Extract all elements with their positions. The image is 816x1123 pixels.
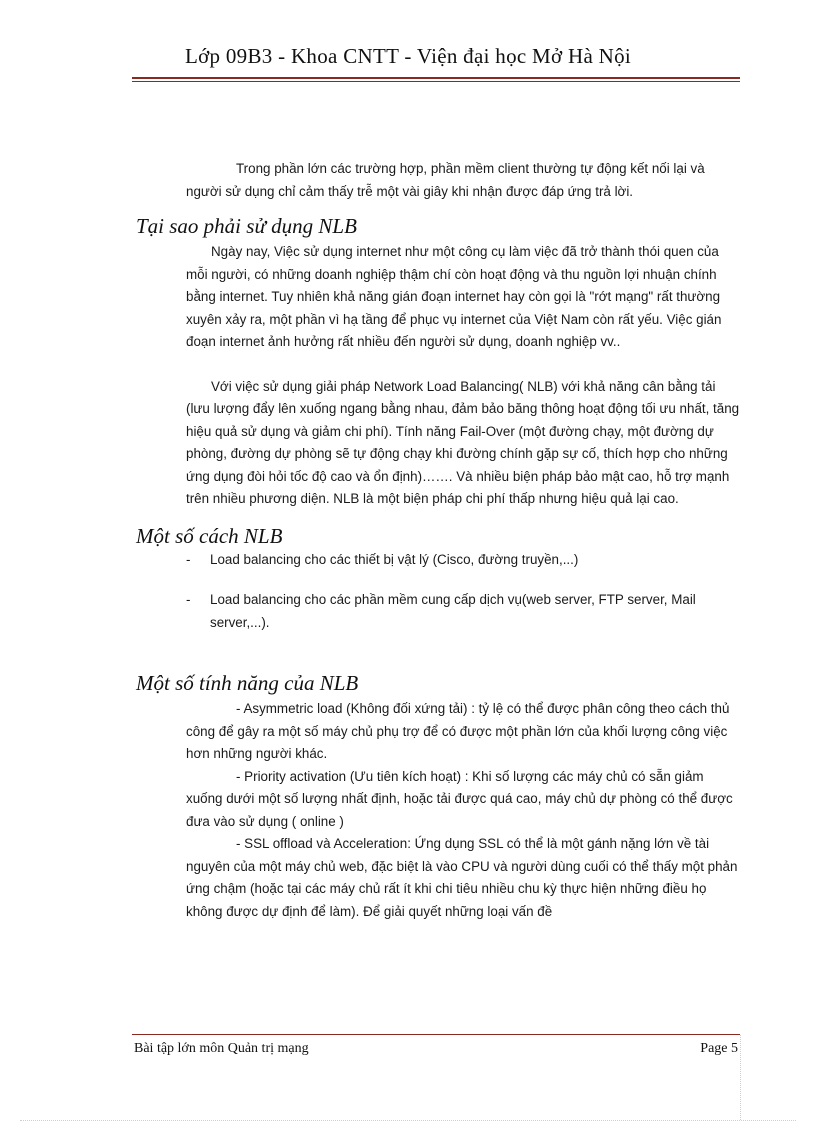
- why-nlb-paragraph-2: Với việc sử dụng giải pháp Network Load Balancing( NLB) với khả năng cân bằng tải (lưu lượng đẩy lên xuống ngang bằng nhau, đảm bảo băng thông hoạt động tối ưu nhất, tăng hiệu quả sử dụng và giảm chi phí). Tính năng Fail-Over (một đường chạy, một đường dự phòng, đường dự phòng sẽ tự động chạy khi đường chính gặp sự cố, thích hợp cho những ứng dụng đòi hỏi tốc độ cao và ổn định)……. Và nhiều biện pháp bảo mật cao, hỗ trợ mạnh trên nhiều phương diện. NLB là một biện pháp chi phí thấp nhưng hiệu quả lại cao.: [186, 378, 740, 506]
- why-nlb-paragraph-1: Ngày nay, Việc sử dụng internet như một công cụ làm việc đã trở thành thói quen của mỗi người, có những doanh nghiệp thậm chí còn hoạt động và thu nguồn lợi nhuận chính bằng internet. Tuy nhiên khả năng gián đoạn internet hay còn gọi là "rớt mạng" rất thường xuyên xảy ra, một phần vì hạ tầng để phục vụ internet của Việt Nam còn rất yếu. Việc gián đoạn internet ảnh hưởng rất nhiều đến người sử dụng, doanh nghiệp vv..: [186, 244, 722, 349]
- footer-rule: [132, 1034, 740, 1035]
- bullet-dash: -: [186, 551, 191, 567]
- feature-item-asymmetric-load: - Asymmetric load (Không đối xứng tải) : tỷ lệ có thể được phân công theo cách thủ công để gây ra một số máy chủ phụ trợ để có được một phần lớn của khối lượng công việc hơn những người khác.: [186, 701, 730, 761]
- page-border-dotted-vertical: [740, 1035, 741, 1120]
- list-item-text: Load balancing cho các thiết bị vật lý (Cisco, đường truyền,...): [210, 551, 579, 567]
- bullet-dash: -: [186, 592, 191, 607]
- feature-item-priority-activation: - Priority activation (Ưu tiên kích hoạt) : Khi số lượng các máy chủ có sẵn giảm xuống dưới một số lượng nhất định, hoặc tải được quá cao, máy chủ dự phòng có thể được đưa vào sử dụng ( online ): [186, 768, 733, 829]
- list-item-text: Load balancing cho các phần mềm cung cấp dịch vụ(web server, FTP server, Mail server,...).: [210, 592, 696, 630]
- footer-course-title: Bài tập lớn môn Quản trị mạng: [134, 1041, 309, 1056]
- page-header-title: Lớp 09B3 - Khoa CNTT - Viện đại học Mở Hà Nội: [184, 44, 632, 68]
- section-heading-nlb-features: Một số tính năng của NLB: [136, 671, 359, 695]
- section-heading-why-nlb: Tại sao phải sử dụng NLB: [136, 214, 357, 238]
- section-heading-nlb-methods: Một số cách NLB: [136, 523, 283, 548]
- feature-item-ssl-offload: - SSL offload và Acceleration: Ứng dụng SSL có thể là một gánh nặng lớn về tài nguyên của một máy chủ web, đặc biệt là vào CPU và người dùng cuối có thể thấy một phản ứng chậm (hoặc tại các máy chủ rất ít khi chi tiêu nhiều chu kỳ thực hiện những điều họ không được dự định để làm). Để giải quyết những loại vấn đề: [186, 836, 738, 919]
- footer-page-number: Page 5: [700, 1041, 738, 1056]
- header-rule-thin: [132, 81, 740, 82]
- list-item: [136, 589, 740, 634]
- page-border-dotted: [20, 1120, 796, 1121]
- intro-paragraph: Trong phần lớn các trường hợp, phần mềm client thường tự động kết nối lại và người sử dụng chỉ cảm thấy trễ một vài giây khi nhận được đáp ứng trả lời.: [186, 161, 705, 199]
- list-item: [136, 549, 740, 572]
- header-rule: [132, 77, 740, 79]
- page-content: [136, 158, 740, 923]
